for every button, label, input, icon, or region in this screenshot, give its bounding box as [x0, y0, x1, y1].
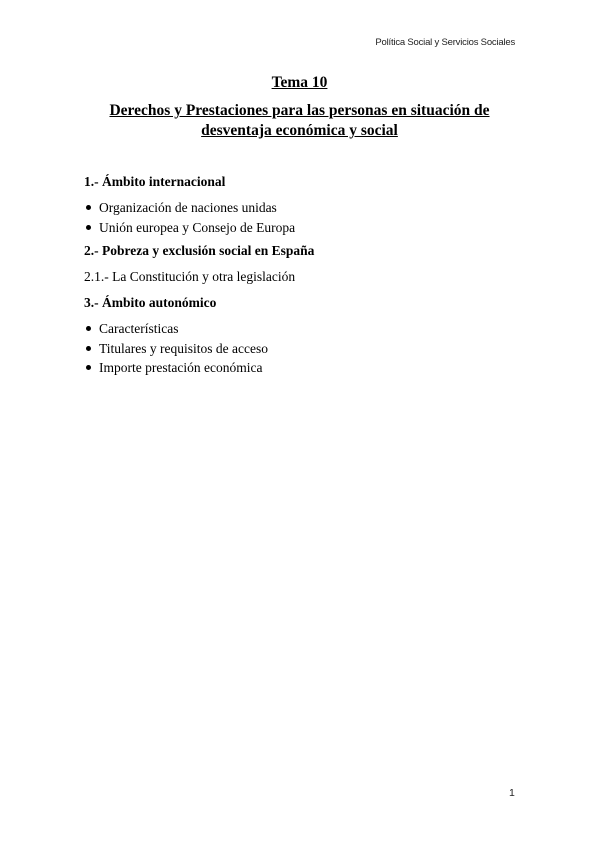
- page-number: 1: [509, 787, 515, 799]
- section-heading-3: 3.- Ámbito autonómico: [84, 295, 217, 310]
- section-3-list: [84, 319, 268, 378]
- list-item-text: Organización de naciones unidas: [99, 200, 277, 215]
- list-item-text: Titulares y requisitos de acceso: [99, 340, 268, 356]
- list-item: [84, 358, 268, 378]
- document-title: Tema 10: [271, 74, 328, 91]
- bullet-icon: [86, 346, 91, 351]
- bullet-icon: [86, 205, 91, 210]
- list-item: [84, 218, 295, 238]
- bullet-icon: [86, 326, 91, 331]
- list-item: [84, 339, 268, 359]
- list-item: [84, 198, 295, 218]
- section-heading-2: 2.- Pobreza y exclusión social en España: [84, 243, 315, 258]
- section-heading-1: 1.- Ámbito internacional: [84, 174, 226, 189]
- section-1-list: [84, 198, 295, 237]
- document-subtitle: Derechos y Prestaciones para las personas en situación de desventaja económica y social: [109, 102, 490, 139]
- list-item-text: Importe prestación económica: [99, 360, 263, 375]
- list-item-text: Características: [99, 321, 179, 336]
- list-item-text: Unión europea y Consejo de Europa: [99, 219, 296, 235]
- subsection-2-1: 2.1.- La Constitución y otra legislación: [84, 269, 296, 284]
- bullet-icon: [86, 225, 91, 230]
- list-item: [84, 319, 268, 339]
- bullet-icon: [86, 365, 91, 370]
- running-header: Política Social y Servicios Sociales: [375, 37, 515, 48]
